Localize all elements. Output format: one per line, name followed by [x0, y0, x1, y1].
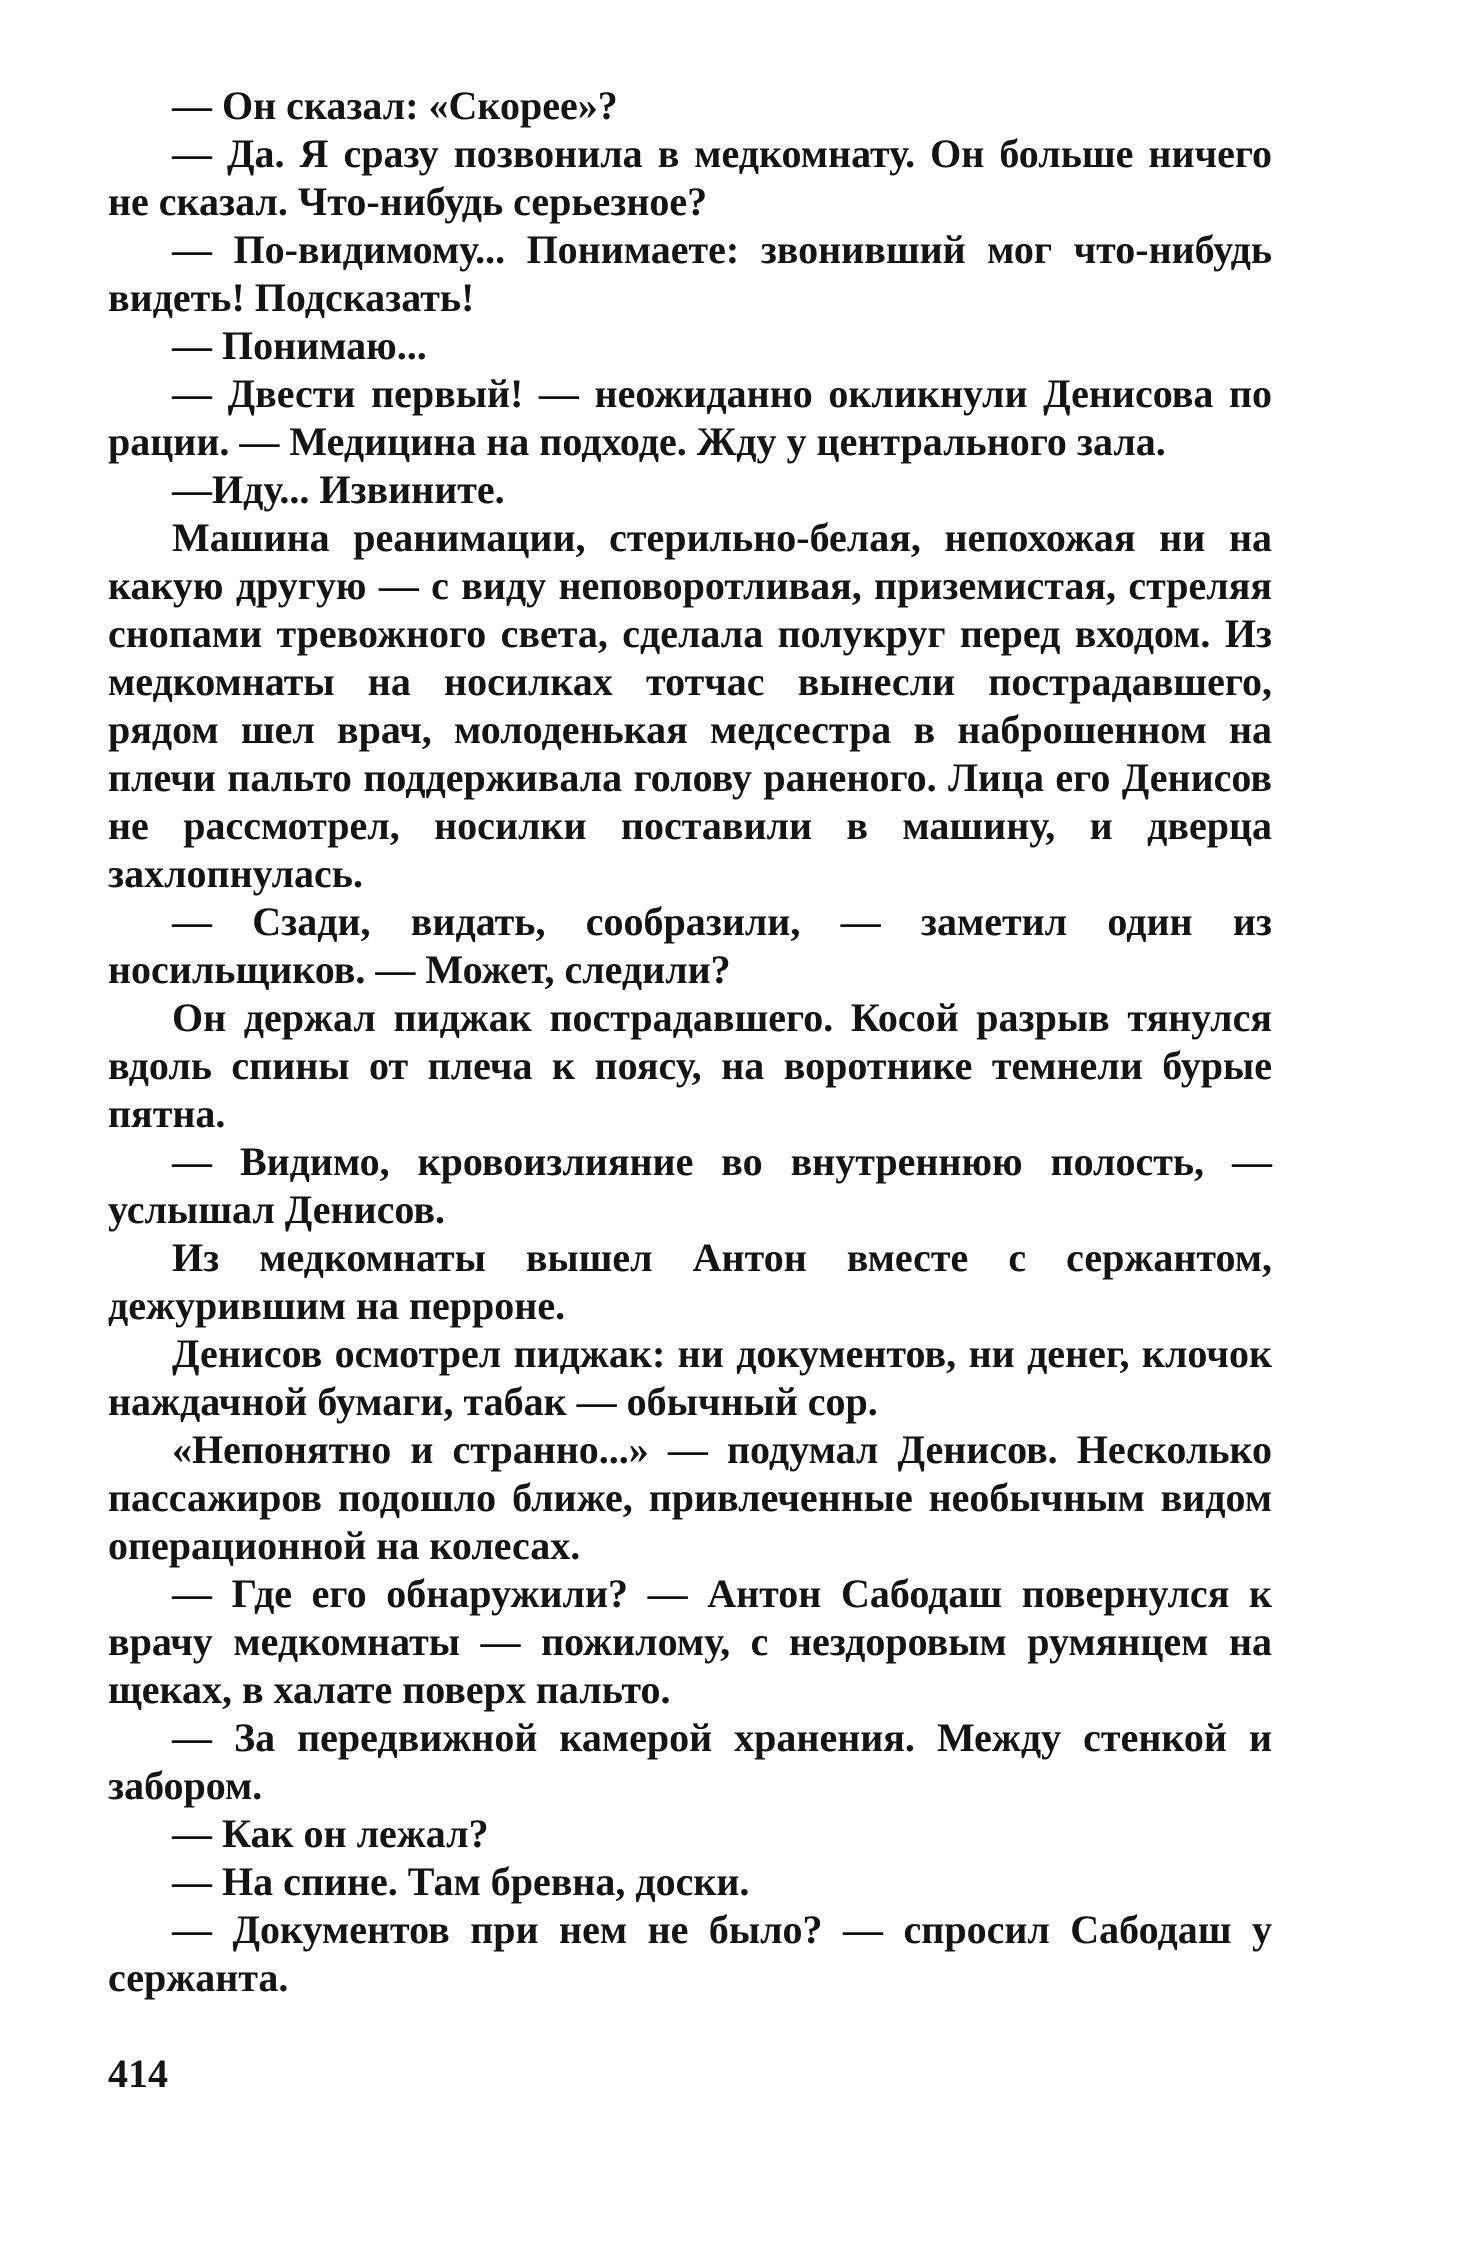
paragraph: — По-видимому... Понимаете: звонивший мог что-нибудь видеть! Подсказать!: [108, 227, 1272, 320]
paragraph: — Да. Я сразу позвонила в медкомнату. Он больше ничего не сказал. Что-нибудь серьезное?: [108, 131, 1272, 224]
paragraph: Денисов осмотрел пиджак: ни документов, ни денег, клочок наждачной бумаги, табак — обычный сор.: [108, 1331, 1272, 1424]
paragraph: — За передвижной камерой хранения. Между стенкой и забором.: [108, 1715, 1272, 1808]
paragraph: — Где его обнаружили? — Антон Сабодаш повернулся к врачу медкомнаты — пожилому, с нездоровым румянцем на щеках, в халате поверх пальто.: [108, 1571, 1272, 1712]
paragraph: — Сзади, видать, сообразили, — заметил один из носильщиков. — Может, следили?: [108, 899, 1272, 992]
paragraph: — На спине. Там бревна, доски.: [172, 1859, 750, 1904]
paragraph: «Непонятно и странно...» — подумал Денисов. Несколько пассажиров подошло ближе, привлеченные необычным видом операционной на колесах.: [108, 1427, 1272, 1568]
paragraph: Из медкомнаты вышел Антон вместе с сержантом, дежурившим на перроне.: [108, 1235, 1272, 1328]
paragraph: — Двести первый! — неожиданно окликнули Денисова по рации. — Медицина на подходе. Жду у центрального зала.: [108, 371, 1272, 464]
paragraph: — Документов при нем не было? — спросил Сабодаш у сержанта.: [108, 1907, 1272, 2000]
book-page-text: [108, 82, 1272, 2002]
paragraph: Машина реанимации, стерильно-белая, непохожая ни на какую другую — с виду неповоротливая, приземистая, стреляя снопами тревожного света, сделала полукруг перед входом. Из медкомнаты на носилках тотчас вынесли пострадавшего, рядом шел врач, молоденькая медсестра в наброшенном на плечи пальто поддерживала голову раненого. Лица его Денисов не рассмотрел, носилки поставили в машину, и дверца захлопнулась.: [108, 515, 1272, 896]
paragraph: —Иду... Извините.: [172, 467, 505, 512]
page-number: 414: [108, 2051, 168, 2096]
paragraph: — Он сказал: «Скорее»?: [172, 83, 618, 128]
paragraph: Он держал пиджак пострадавшего. Косой разрыв тянулся вдоль спины от плеча к поясу, на воротнике темнели бурые пятна.: [108, 995, 1272, 1136]
paragraph: — Видимо, кровоизлияние во внутреннюю полость, — услышал Денисов.: [108, 1139, 1272, 1232]
paragraph: — Понимаю...: [172, 323, 427, 368]
paragraph: — Как он лежал?: [172, 1811, 489, 1856]
